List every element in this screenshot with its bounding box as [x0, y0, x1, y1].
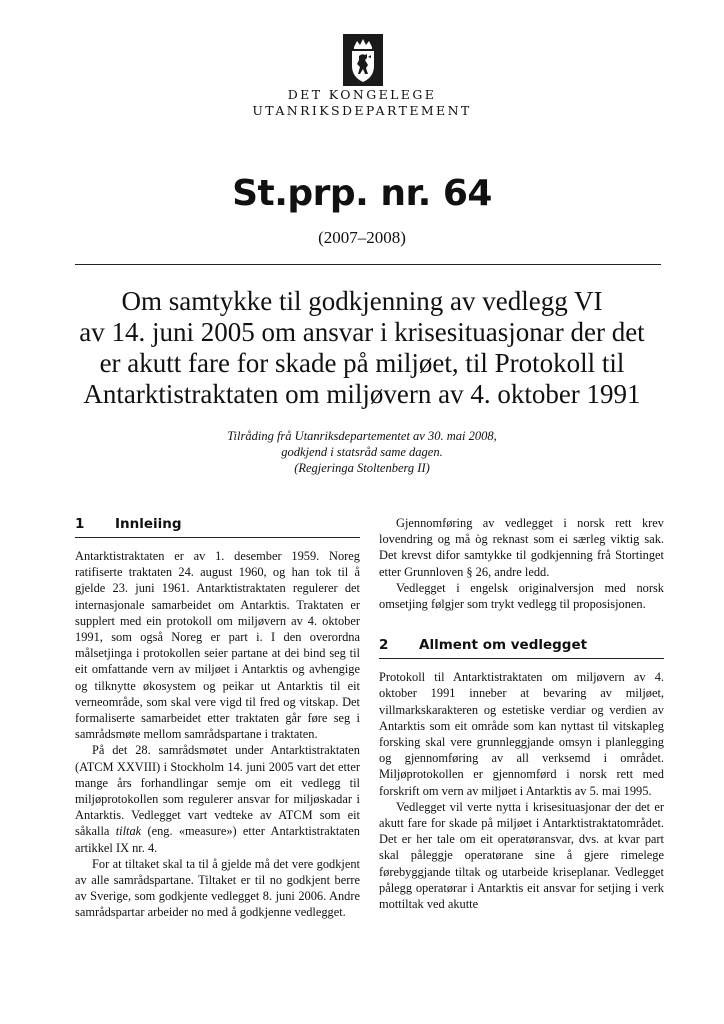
ministry-name-line2: UTANRIKSDEPARTEMENT	[252, 103, 472, 118]
proposition-year: (2007–2008)	[318, 228, 406, 247]
subject-title-line: av 14. juni 2005 om ansvar i krisesituasjonar der det	[79, 317, 645, 347]
paragraph: Vedlegget i engelsk originalversjon med norsk omsetjing følgjer som trykt vedlegg til proposisjonen.	[379, 580, 664, 612]
section-title: Allment om vedlegget	[419, 637, 588, 654]
paragraph: Protokoll til Antarktistraktaten om miljøvern av 4. oktober 1991 inneber at bevaring av miljøet, villmarkskarakteren og estetiske verdiar og verdien av Antarktis som eit område som kan nyttast til vitskapleg forsking skal vere grunnleggjande omsyn i planlegging og gjennomføring av all verksemd i området. Miljøprotokollen er gjennomførd i norsk rett med forskrift om vern av miljøet i Antarktis av 5. mai 1995.	[379, 670, 664, 798]
paragraph: For at tiltaket skal ta til å gjelde må det vere godkjent av alle samrådspartane. Tiltaket er til no godkjent berre av Sverige, som godkjente vedlegget 8. juni 2006. Andre samrådspartar arbeider no med å godkjenne vedlegget.	[75, 856, 360, 920]
subject-title-line: Om samtykke til godkjenning av vedlegg VI	[121, 286, 603, 316]
section-1-continued	[379, 515, 664, 612]
right-column	[379, 515, 664, 912]
recommendation-line: Tilråding frå Utanriksdepartementet av 30. mai 2008,	[227, 429, 497, 443]
section-1-body	[75, 548, 360, 921]
recommendation-line: godkjend i statsråd same dagen.	[281, 445, 443, 459]
section-heading-2	[379, 636, 664, 659]
paragraph	[75, 742, 360, 855]
norwegian-coat-of-arms-icon	[343, 34, 383, 86]
section-heading-1	[75, 515, 360, 538]
spacer	[379, 612, 664, 636]
section-number: 1	[75, 516, 85, 532]
recommendation-line: (Regjeringa Stoltenberg II)	[294, 461, 430, 475]
paragraph-text: (eng. «measure») etter Antarktistraktaten artikkel IX nr. 4.	[75, 824, 360, 855]
section-2-body	[379, 669, 664, 912]
emphasized-term: tiltak	[115, 824, 142, 839]
paragraph: Antarktistraktaten er av 1. desember 1959. Noreg ratifiserte traktaten 24. august 1960, og han tok til å gjelde 23. juni 1961. Antarktistraktaten regulerer det internasjonale samarbeidet om Antarktis. Traktaten er supplert med ein protokoll om miljøvern av 4. oktober 1991, som også Noreg er part i. I den overordna målsetjinga i protokollen seier partane at dei bind seg til eit omfattande vern av miljøet i Antarktis og avhengige og tilknytte økosystem og peikar ut Antarktis til eit verneområde, som skal vere vigd til fred og vitskap. Det formaliserte samarbeidet etter traktaten går føre seg i samrådsmøte mellom samrådspartane i traktaten.	[75, 549, 360, 742]
recommendation-note	[0, 428, 724, 476]
subject-title-line: er akutt fare for skade på miljøet, til Protokoll til	[99, 348, 625, 378]
section-number: 2	[379, 637, 389, 654]
paragraph-text: På det 28. samrådsmøtet under Antarktistraktaten (ATCM XXVIII) i Stockholm 14. juni 2005 vart det etter mange års forhandlingar semje om eit vedlegg til miljøprotokollen som regulerer ansvar for miljøskadar i Antarktis. Vedlegget vart vedteke av ATCM som eit såkalla	[75, 743, 360, 839]
title-divider	[75, 264, 661, 265]
paragraph: Vedlegget vil verte nytta i krisesituasjonar der det er akutt fare for skade på miljøet i Antarktistraktatområdet. Det er her tale om eit operatøransvar, dvs. at kvar part skal påleggje operatørane sine å gjere rimelege førebyggjande tiltak og utarbeide kriseplanar. Vedlegget pålegg operatørar i Antarktis eit ansvar for setjing i verk mottiltak ved akutte	[379, 799, 664, 912]
paragraph: Gjennomføring av vedlegget i norsk rett krev lovendring og må òg reknast som ei særleg viktig sak. Det krevst difor samtykke til godkjenning frå Stortinget etter Grunnloven § 26, andre ledd.	[379, 516, 664, 579]
left-column	[75, 515, 360, 921]
subject-title	[62, 286, 662, 410]
proposition-title: St.prp. nr. 64	[232, 173, 492, 214]
section-title: Innleiing	[115, 516, 182, 532]
ministry-name-line1: DET KONGELEGE	[287, 87, 437, 102]
subject-title-line: Antarktistraktaten om miljøvern av 4. oktober 1991	[83, 379, 641, 409]
